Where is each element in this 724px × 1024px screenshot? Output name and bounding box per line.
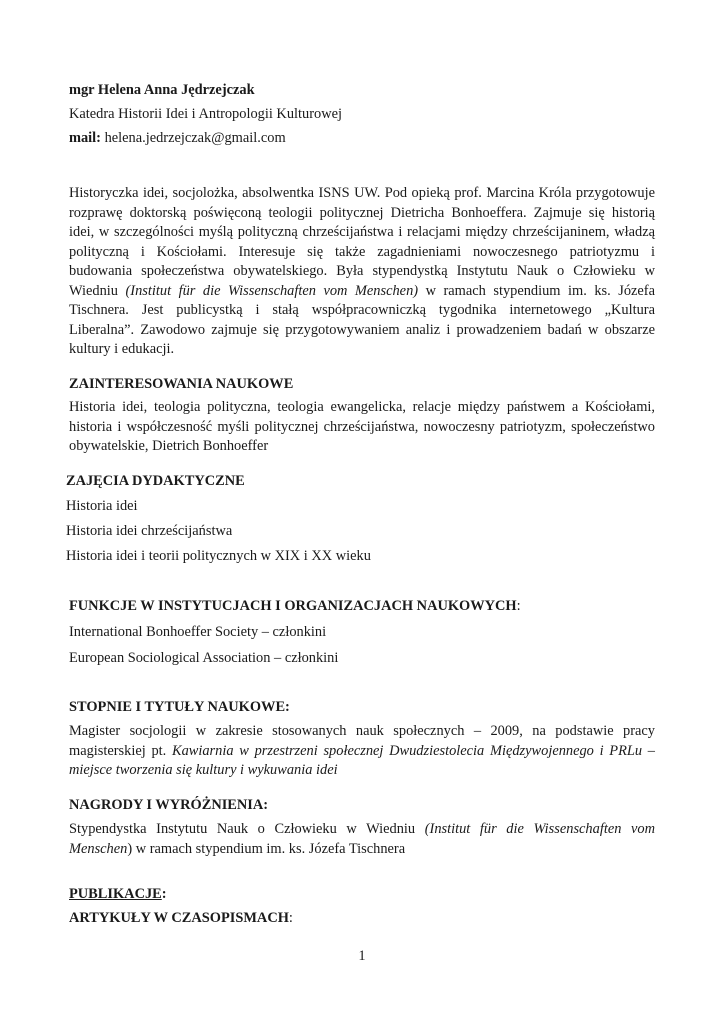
teaching-item: Historia idei (66, 498, 138, 514)
bio-line: Tischnera. Jest publicystką i stałą współpracowniczką tygodnika internetowego „Kultura (69, 302, 655, 318)
subheading-journal-articles (69, 908, 293, 928)
email-address[interactable]: helena.jedrzejczak@gmail.com (100, 130, 286, 146)
publications-heading-text: PUBLIKACJE (69, 886, 162, 902)
functions-item: European Sociological Association – członkini (69, 650, 339, 666)
interests-line: historia i współczesność myśli politycznej chrześcijaństwa, nowoczesny patriotyzm, społeczeństwo (69, 418, 655, 435)
journal-articles-text: ARTYKUŁY W CZASOPISMACH (69, 910, 289, 926)
thesis-title-italic: miejsce tworzenia się kultury i wykuwania idei (69, 762, 338, 778)
bio-line: idei, w szczególności myślą polityczną chrześcijaństwa i relacjami między chrześcijaninem, władzą (69, 224, 655, 240)
bio-line: kultury i edukacji. (69, 341, 175, 357)
section-heading-functions (69, 596, 521, 616)
publications-heading-colon: : (161, 886, 167, 902)
bio-text: w ramach stypendium im. ks. Józefa (418, 282, 655, 299)
bio-line: Liberalna”. Zawodowo zajmuje się przygotowywaniem analiz i prowadzeniem badań w obszarze (69, 321, 655, 338)
section-heading-interests: ZAINTERESOWANIA NAUKOWE (69, 376, 294, 392)
bio-line: budowania społeczeństwa obywatelskiego. Była stypendystką Instytutu Nauk o Człowieku w (69, 263, 655, 279)
degrees-line (69, 761, 655, 781)
bio-line: polityczną i Kościołami. Interesuje się także zagadnieniami nowoczesnego patriotyzmu i (69, 243, 655, 260)
bio-italic-institute: (Institut für die Wissenschaften vom Menschen) (125, 282, 419, 299)
email-line (69, 128, 286, 148)
bio-text: Wiedniu (69, 282, 126, 299)
bio-line: Historyczka idei, socjolożka, absolwentka ISNS UW. Pod opieką prof. Marcina Króla przygotowuje (69, 185, 655, 201)
awards-line (69, 840, 655, 860)
degrees-line (69, 742, 655, 762)
email-label: mail: (69, 130, 101, 146)
teaching-item: Historia idei chrześcijaństwa (66, 523, 233, 539)
degrees-line: Magister socjologii w zakresie stosowanych nauk społecznych – 2009, na podstawie pracy (69, 723, 655, 739)
functions-item: International Bonhoeffer Society – członkini (69, 624, 327, 640)
section-heading-awards: NAGRODY I WYRÓŻNIENIA: (69, 797, 269, 813)
section-heading-teaching: ZAJĘCIA DYDAKTYCZNE (66, 473, 245, 489)
degrees-text: magisterskiej pt. (69, 742, 172, 759)
awards-italic-institute: (Institut für die Wissenschaften vom (424, 821, 655, 837)
bio-line: rozprawę doktorską poświęconą teologii politycznej Dietricha Bonhoeffera. Zajmuje się historią (69, 204, 655, 221)
awards-line (69, 820, 655, 840)
section-heading-degrees: STOPNIE I TYTUŁY NAUKOWE: (69, 699, 290, 715)
author-name: mgr Helena Anna Jędrzejczak (69, 82, 255, 98)
page-number: 1 (358, 948, 366, 964)
journal-articles-colon: : (288, 910, 293, 926)
functions-heading-text: FUNKCJE W INSTYTUCJACH I ORGANIZACJACH NAUKOWYCH (69, 598, 517, 614)
section-heading-publications (69, 884, 167, 904)
awards-text: ) w ramach stypendium im. ks. Józefa Tischnera (127, 840, 406, 857)
department-name: Katedra Historii Idei i Antropologii Kulturowej (69, 106, 342, 122)
bio-line (69, 282, 655, 302)
awards-text: Stypendystka Instytutu Nauk o Człowieku w Wiedniu (69, 821, 425, 837)
functions-heading-colon: : (516, 598, 521, 614)
interests-paragraph (69, 398, 655, 457)
interests-line: Historia idei, teologia polityczna, teologia ewangelicka, relacje między państwem a Kościołami, (69, 399, 655, 415)
degrees-paragraph (69, 722, 655, 781)
interests-line: obywatelskie, Dietrich Bonhoeffer (69, 438, 269, 454)
teaching-item: Historia idei i teorii politycznych w XIX i XX wieku (66, 548, 371, 564)
awards-italic-institute: Menschen (69, 840, 128, 857)
thesis-title-italic: Kawiarnia w przestrzeni społecznej Dwudziestolecia Międzywojennego i PRLu – (171, 742, 655, 759)
awards-paragraph (69, 820, 655, 859)
bio-paragraph (69, 184, 655, 360)
